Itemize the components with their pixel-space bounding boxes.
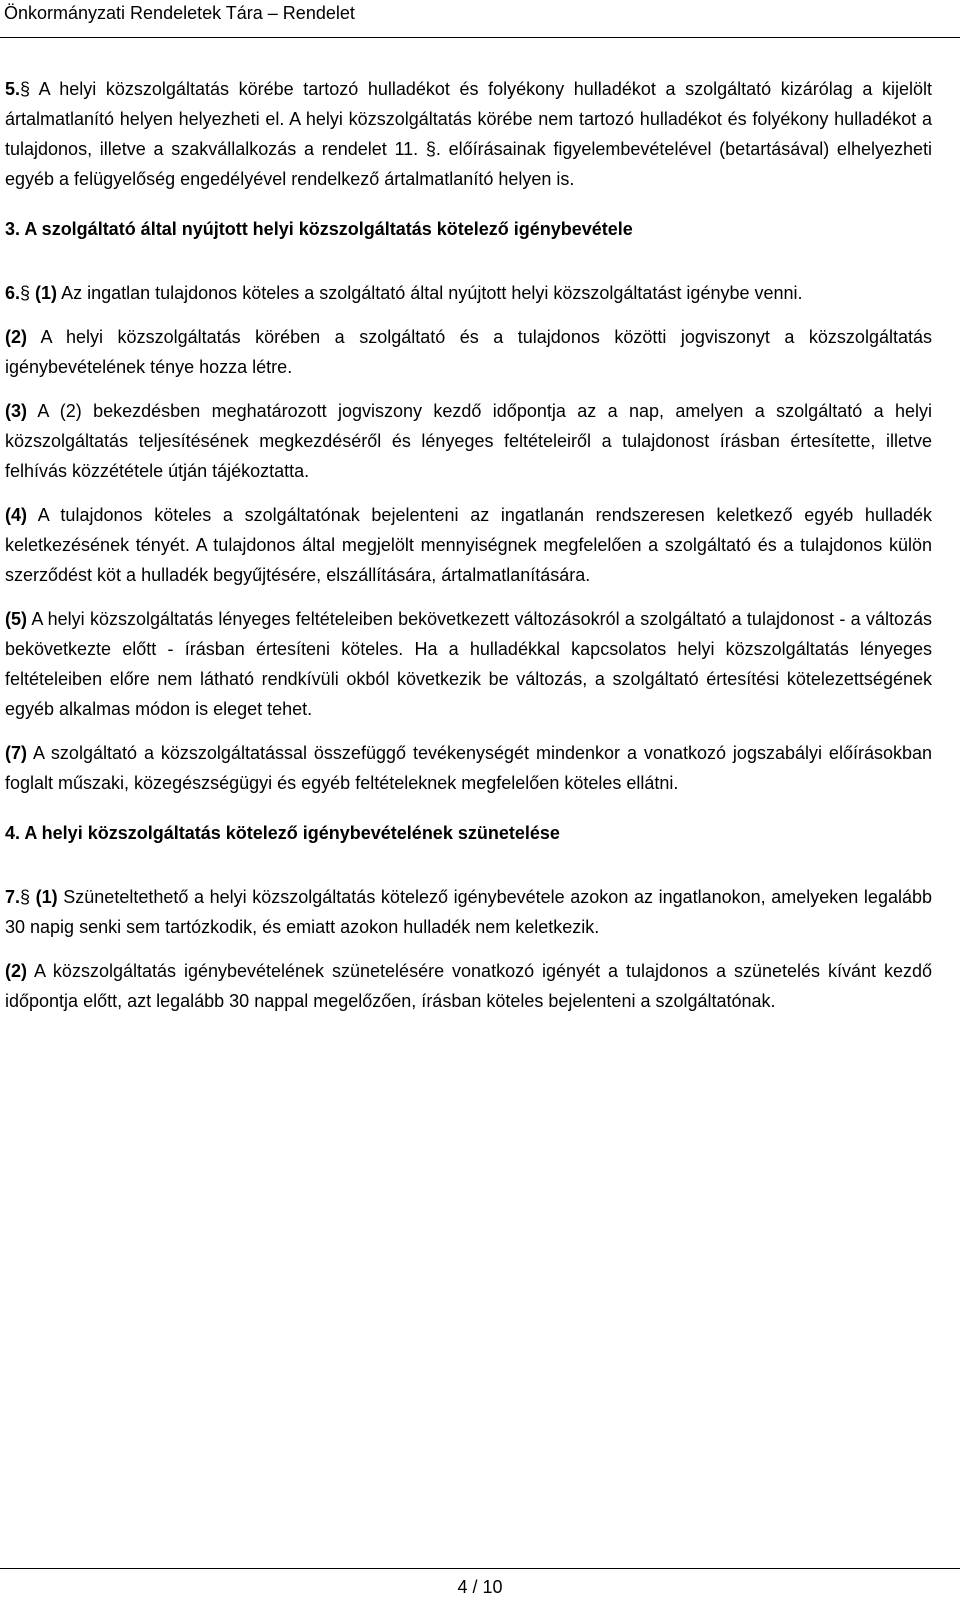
paragraph-text: A (2) bekezdésben meghatározott jogviszony kezdő időpontja az a nap, amelyen a szolgáltató a helyi közszolgáltatás teljesítésének megkezdéséről és lényeges feltételeiről a tulajdonost írásban értesítette, illetve felhívás közzététele útján tájékoztatta. — [5, 401, 932, 481]
header-title: Önkormányzati Rendeletek Tára – Rendelet — [4, 3, 355, 23]
paragraph-label: (3) — [5, 401, 27, 421]
paragraph-label: (5) — [5, 609, 27, 629]
section-number: 6. — [5, 283, 21, 303]
section-7-paragraph-2 — [5, 956, 932, 1016]
paragraph-label: (4) — [5, 505, 27, 525]
section-sign: § — [20, 283, 31, 303]
paragraph-label: (7) — [5, 743, 27, 763]
paragraph-text: A helyi közszolgáltatás lényeges feltételeiben bekövetkezett változásokról a szolgáltató a tulajdonost - a változás bekövetkezte előtt - írásban értesíteni köteles. Ha a hulladékkal kapcsolatos helyi közszolgáltatás lényeges feltételeiben előre nem látható rendkívüli okból következik be változás, a szolgáltató értesítési kötelezettségének egyéb alkalmas módon is eleget tehet. — [5, 609, 932, 719]
paragraph-text: Az ingatlan tulajdonos köteles a szolgáltató által nyújtott helyi közszolgáltatást igénybe venni. — [61, 283, 803, 303]
paragraph-text: A tulajdonos köteles a szolgáltatónak bejelenteni az ingatlanán rendszeresen keletkező egyéb hulladék keletkezésének tényét. A tulajdonos által megjelölt mennyiségnek megfelelően a szolgáltató és a tulajdonos külön szerződést köt a hulladék begyűjtésére, elszállítására, ártalmatlanítására. — [5, 505, 932, 585]
paragraph-label: (2) — [5, 961, 27, 981]
section-6-paragraph-7 — [5, 738, 932, 798]
footer-divider — [0, 1568, 960, 1569]
page-header — [0, 0, 960, 36]
section-number: 5. — [5, 79, 21, 99]
header-divider — [0, 37, 960, 38]
paragraph-label: (1) — [35, 887, 58, 907]
section-6-paragraph-3 — [5, 396, 932, 486]
section-7-paragraph-1 — [5, 882, 932, 942]
section-sign: § — [20, 79, 31, 99]
chapter-title-3: 3. A szolgáltató által nyújtott helyi közszolgáltatás kötelező igénybevétele — [5, 219, 633, 239]
paragraph-label: (2) — [5, 327, 27, 347]
paragraph-label: (1) — [35, 283, 58, 303]
section-6-paragraph-5 — [5, 604, 932, 724]
paragraph-text: A közszolgáltatás igénybevételének szünetelésére vonatkozó igényét a tulajdonos a szünetelés kívánt kezdő időpontja előtt, azt legalább 30 nappal megelőzően, írásban köteles bejelenteni a szolgáltatónak. — [5, 961, 932, 1011]
document-body — [5, 74, 932, 1016]
section-6-paragraph-1 — [5, 278, 932, 308]
paragraph-text: A szolgáltató a közszolgáltatással összefüggő tevékenységét mindenkor a vonatkozó jogszabályi előírásokban foglalt műszaki, közegészségügyi és egyéb feltételeknek megfelelően köteles ellátni. — [5, 743, 933, 793]
page-number: 4 / 10 — [457, 1577, 503, 1597]
section-6-paragraph-2 — [5, 322, 932, 382]
section-number: 7. — [5, 887, 21, 907]
section-text: A helyi közszolgáltatás körébe tartozó hulladékot és folyékony hulladékot a szolgáltató kizárólag a kijelölt ártalmatlanító helyen helyezheti el. A helyi közszolgáltatás körébe nem tartozó hulladékot és folyékony hulladékot a tulajdonos, illetve a szakvállalkozás a rendelet 11. §. előírásainak figyelembevételével (betartásával) elhelyezheti egyéb a felügyelőség engedélyével rendelkező ártalmatlanító helyen is. — [5, 79, 933, 189]
section-sign: § — [20, 887, 31, 907]
paragraph-text: Szüneteltethető a helyi közszolgáltatás kötelező igénybevétele azokon az ingatlanokon, amelyeken legalább 30 napig senki sem tartózkodik, és emiatt azokon hulladék nem keletkezik. — [5, 887, 932, 937]
paragraph-text: A helyi közszolgáltatás körében a szolgáltató és a tulajdonos közötti jogviszonyt a közszolgáltatás igénybevételének ténye hozza létre. — [5, 327, 932, 377]
section-5 — [5, 74, 932, 194]
chapter-title-4: 4. A helyi közszolgáltatás kötelező igénybevételének szünetelése — [5, 823, 560, 843]
section-6-paragraph-4 — [5, 500, 932, 590]
